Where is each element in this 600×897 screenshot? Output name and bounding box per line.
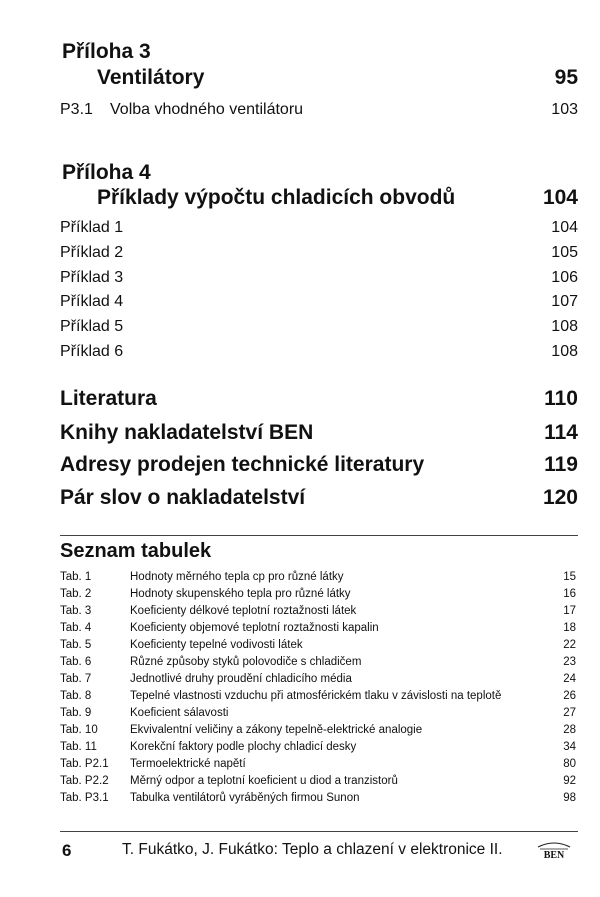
table-page: 18 bbox=[563, 622, 576, 634]
toc-entry-title: Literatura bbox=[60, 387, 157, 410]
table-row bbox=[60, 775, 576, 791]
toc-entry bbox=[60, 486, 578, 510]
table-page: 80 bbox=[563, 758, 576, 770]
table-desc: Korekční faktory podle plochy chladicí desky bbox=[130, 741, 357, 753]
table-desc: Termoelektrické napětí bbox=[130, 758, 246, 770]
table-page: 26 bbox=[563, 690, 576, 702]
footer-divider bbox=[60, 831, 578, 832]
table-id: Tab. 3 bbox=[60, 605, 92, 617]
footer-text: T. Fukátko, J. Fukátko: Teplo a chlazení v elektronice II. bbox=[122, 841, 503, 858]
table-page: 34 bbox=[563, 741, 576, 753]
table-row bbox=[60, 690, 576, 706]
table-desc: Koeficient sálavosti bbox=[130, 707, 229, 719]
table-row bbox=[60, 741, 576, 757]
table-row bbox=[60, 639, 576, 655]
example-page: 106 bbox=[551, 269, 578, 286]
toc-entry-page: 119 bbox=[544, 453, 578, 476]
table-page: 27 bbox=[563, 707, 576, 719]
example-row bbox=[60, 269, 578, 287]
appendix4-label: Příloha 4 bbox=[62, 161, 151, 184]
example-page: 107 bbox=[551, 293, 578, 310]
section-divider bbox=[60, 535, 578, 536]
toc-entry-title: Adresy prodejen technické literatury bbox=[60, 453, 425, 476]
table-row bbox=[60, 724, 576, 740]
table-id: Tab. P2.2 bbox=[60, 775, 109, 787]
toc-entry-page: 110 bbox=[544, 387, 578, 410]
toc-entry-page: 120 bbox=[542, 486, 578, 509]
table-id: Tab. 8 bbox=[60, 690, 92, 702]
table-row bbox=[60, 656, 576, 672]
example-title: Příklad 5 bbox=[60, 318, 124, 335]
table-id: Tab. 7 bbox=[60, 673, 92, 685]
table-desc: Jednotlivé druhy proudění chladicího média bbox=[130, 673, 352, 685]
table-page: 28 bbox=[563, 724, 576, 736]
example-page: 105 bbox=[551, 244, 578, 261]
appendix3-item-text bbox=[60, 101, 303, 119]
example-title: Příklad 6 bbox=[60, 343, 124, 360]
table-row bbox=[60, 673, 576, 689]
table-desc: Hodnoty skupenského tepla pro různé látky bbox=[130, 588, 351, 600]
example-row bbox=[60, 244, 578, 262]
appendix3-label: Příloha 3 bbox=[62, 40, 151, 63]
table-id: Tab. 9 bbox=[60, 707, 92, 719]
table-id: Tab. P2.1 bbox=[60, 758, 109, 770]
toc-entry-title: Pár slov o nakladatelství bbox=[60, 486, 306, 509]
appendix4-title: Příklady výpočtu chladicích obvodů bbox=[97, 186, 456, 209]
toc-entry-page: 114 bbox=[544, 421, 578, 444]
ben-logo-text: BEN bbox=[543, 850, 565, 860]
example-row bbox=[60, 343, 578, 361]
table-row bbox=[60, 707, 576, 723]
table-desc: Koeficienty délkové teplotní roztažnosti látek bbox=[130, 605, 357, 617]
appendix3-item-page: 103 bbox=[551, 101, 578, 118]
example-row bbox=[60, 293, 578, 311]
appendix3-item bbox=[60, 101, 578, 119]
table-desc: Tabulka ventilátorů vyráběných firmou Sunon bbox=[130, 792, 360, 804]
table-id: Tab. 2 bbox=[60, 588, 92, 600]
table-page: 16 bbox=[563, 588, 576, 600]
toc-entry bbox=[60, 453, 578, 477]
table-row bbox=[60, 792, 576, 808]
example-row bbox=[60, 318, 578, 336]
example-title: Příklad 1 bbox=[60, 219, 124, 236]
table-row bbox=[60, 571, 576, 587]
table-page: 23 bbox=[563, 656, 576, 668]
appendix3-item-label: P3.1 bbox=[60, 101, 93, 118]
table-id: Tab. P3.1 bbox=[60, 792, 109, 804]
table-id: Tab. 5 bbox=[60, 639, 92, 651]
example-page: 108 bbox=[551, 318, 578, 335]
toc-entry-title: Knihy nakladatelství BEN bbox=[60, 421, 314, 444]
table-page: 92 bbox=[563, 775, 576, 787]
table-page: 15 bbox=[563, 571, 576, 583]
toc-entry bbox=[60, 387, 578, 411]
table-id: Tab. 11 bbox=[60, 741, 97, 753]
example-row bbox=[60, 219, 578, 237]
footer-page-number: 6 bbox=[62, 841, 72, 860]
example-title: Příklad 3 bbox=[60, 269, 124, 286]
table-row bbox=[60, 758, 576, 774]
appendix3-title: Ventilátory bbox=[97, 66, 205, 89]
appendix3-item-title: Volba vhodného ventilátoru bbox=[110, 101, 304, 118]
appendix4-page: 104 bbox=[542, 186, 578, 209]
table-id: Tab. 4 bbox=[60, 622, 92, 634]
table-page: 98 bbox=[563, 792, 576, 804]
table-desc: Různé způsoby styků polovodiče s chladičem bbox=[130, 656, 362, 668]
toc-entry bbox=[60, 421, 578, 445]
table-page: 17 bbox=[563, 605, 576, 617]
table-id: Tab. 6 bbox=[60, 656, 92, 668]
table-row bbox=[60, 605, 576, 621]
table-desc: Koeficienty tepelné vodivosti látek bbox=[130, 639, 303, 651]
table-row bbox=[60, 588, 576, 604]
table-desc: Tepelné vlastnosti vzduchu při atmosférickém tlaku v závislosti na teplotě bbox=[130, 690, 502, 702]
example-page: 108 bbox=[551, 343, 578, 360]
table-desc: Koeficienty objemové teplotní roztažnosti kapalin bbox=[130, 622, 379, 634]
table-id: Tab. 10 bbox=[60, 724, 98, 736]
example-title: Příklad 2 bbox=[60, 244, 124, 261]
table-desc: Ekvivalentní veličiny a zákony tepelně-elektrické analogie bbox=[130, 724, 423, 736]
appendix3-page: 95 bbox=[554, 66, 578, 89]
example-page: 104 bbox=[551, 219, 578, 236]
table-page: 24 bbox=[563, 673, 576, 685]
table-row bbox=[60, 622, 576, 638]
example-title: Příklad 4 bbox=[60, 293, 124, 310]
table-id: Tab. 1 bbox=[60, 571, 92, 583]
tables-title: Seznam tabulek bbox=[60, 540, 212, 562]
table-page: 22 bbox=[563, 639, 576, 651]
table-desc: Měrný odpor a teplotní koeficient u diod a tranzistorů bbox=[130, 775, 398, 787]
table-desc: Hodnoty měrného tepla cp pro různé látky bbox=[130, 571, 344, 583]
ben-logo-icon bbox=[534, 838, 574, 860]
